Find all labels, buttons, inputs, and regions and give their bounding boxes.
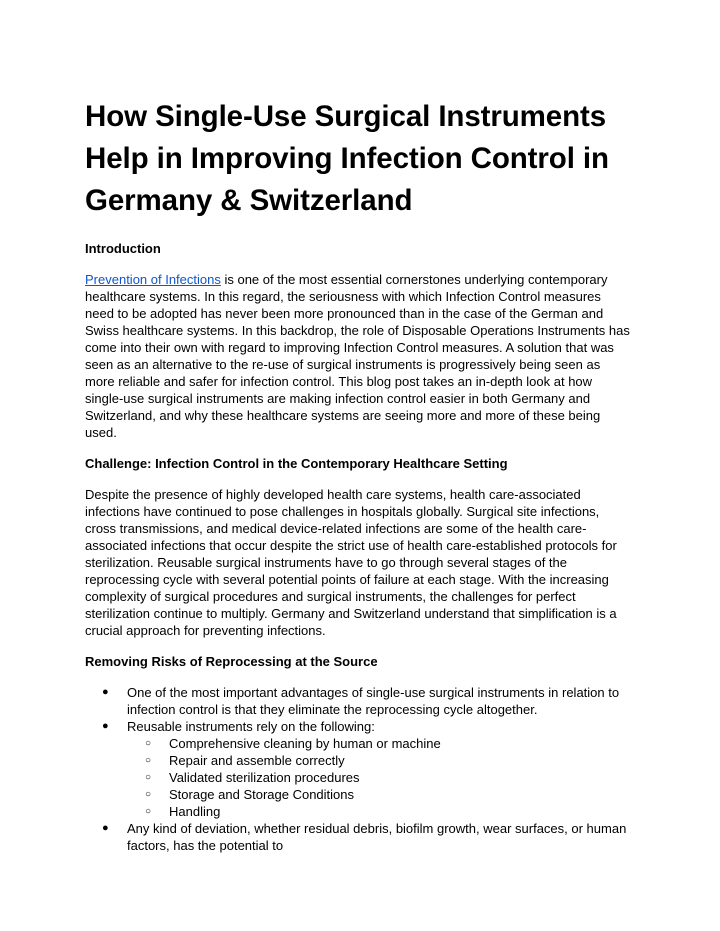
bullet-icon: ● — [102, 822, 109, 834]
removing-risks-list — [85, 684, 633, 854]
sub-list-item-text: Validated sterilization procedures — [169, 770, 360, 785]
intro-heading: Introduction — [85, 241, 161, 256]
document-page — [85, 96, 633, 854]
sub-bullet-icon: ○ — [145, 772, 152, 783]
sub-bullet-icon: ○ — [145, 755, 152, 766]
sub-bullet-icon: ○ — [145, 738, 152, 749]
sub-list-item-text: Handling — [169, 804, 221, 819]
bullet-icon: ● — [102, 720, 109, 732]
sub-bullet-icon: ○ — [145, 806, 152, 817]
bullet-icon: ● — [102, 686, 109, 698]
document-title: How Single-Use Surgical Instruments Help in Improving Infection Control in Germany & Switzerland — [85, 100, 609, 217]
sub-list-item-text: Storage and Storage Conditions — [169, 787, 355, 802]
sub-bullet-icon: ○ — [145, 789, 152, 800]
sub-list-item-text: Comprehensive cleaning by human or machine — [169, 736, 441, 751]
sub-list-item — [127, 803, 633, 820]
sub-list-item — [127, 769, 633, 786]
intro-text: is one of the most essential cornerstones underlying contemporary healthcare systems. In this regard, the seriousness with which Infection Control measures need to be adopted has never been more pronounced than in the case of the German and Swiss healthcare systems. In this backdrop, the role of Disposable Operations Instruments has come into their own with regard to improving Infection Control measures. A solution that was seen as an alternative to the re-use of surgical instruments is progressively being seen as more reliable and safer for infection control. This blog post takes an in-depth look at how single-use surgical instruments are making infection control easier in both Germany and Switzerland, and why these healthcare systems are seeing more and more of these being used. — [85, 272, 630, 440]
prevention-of-infections-link[interactable]: Prevention of Infections — [85, 272, 221, 287]
list-item-text: Any kind of deviation, whether residual debris, biofilm growth, wear surfaces, or human factors, has the potential to — [127, 821, 627, 853]
challenge-paragraph: Despite the presence of highly developed health care systems, health care-associated infections have continued to pose challenges in hospitals globally. Surgical site infections, cross transmissions, and medical device-related infections are some of the health care-associated infections that occur despite the strict use of health care-established protocols for sterilization. Reusable surgical instruments have to go through several stages of the reprocessing cycle with several potential points of failure at each stage. With the increasing complexity of surgical procedures and surgical instruments, the challenges for perfect sterilization continue to multiply. Germany and Switzerland understand that simplification is a crucial approach for preventing infections. — [85, 487, 617, 638]
list-item — [85, 684, 633, 718]
intro-paragraph — [85, 271, 633, 441]
removing-risks-heading: Removing Risks of Reprocessing at the Source — [85, 654, 378, 669]
list-item-text: One of the most important advantages of single-use surgical instruments in relation to infection control is that they eliminate the reprocessing cycle altogether. — [127, 685, 620, 717]
sub-list-item-text: Repair and assemble correctly — [169, 753, 345, 768]
list-item — [85, 718, 633, 820]
sub-list-item — [127, 735, 633, 752]
sub-list-item — [127, 752, 633, 769]
challenge-heading: Challenge: Infection Control in the Contemporary Healthcare Setting — [85, 456, 508, 471]
list-item-text: Reusable instruments rely on the following: — [127, 719, 375, 734]
sub-list-item — [127, 786, 633, 803]
sub-list — [127, 735, 633, 820]
list-item — [85, 820, 633, 854]
